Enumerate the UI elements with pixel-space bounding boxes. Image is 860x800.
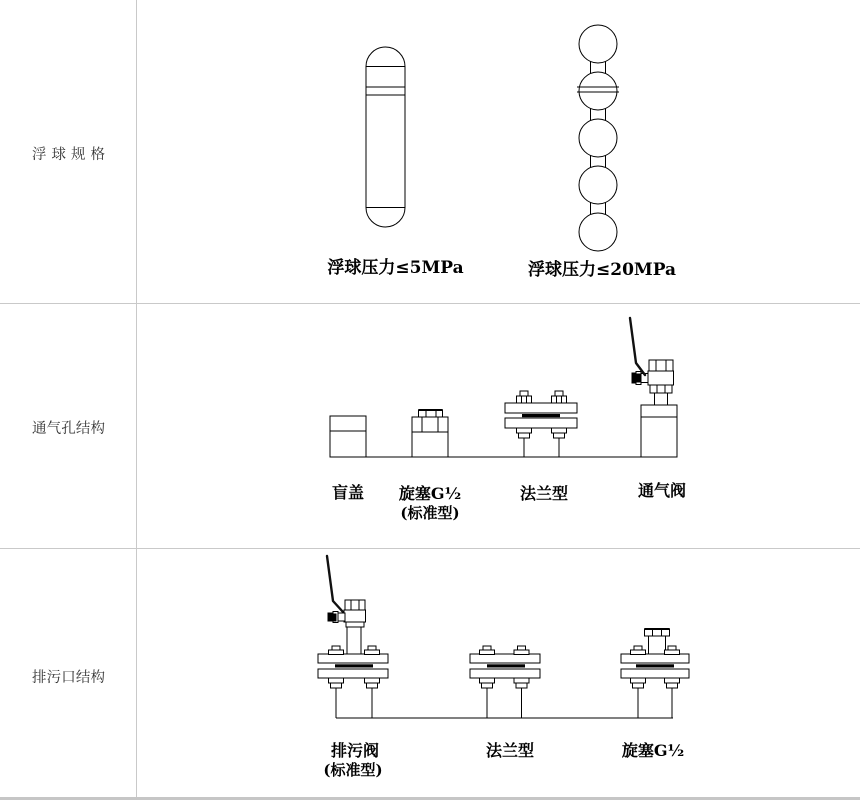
caption-float-pressure-20mpa: 浮球压力≤20MPa bbox=[528, 260, 677, 280]
five-ball-chain-float-drawing bbox=[575, 20, 621, 255]
caption-screw-plug-standard: (标准型) bbox=[400, 504, 460, 522]
caption-vent-valve: 通气阀 bbox=[637, 481, 686, 500]
screw-plug-drawing bbox=[621, 629, 689, 718]
caption-screw-plug-drain: 旋塞G½ bbox=[621, 741, 685, 760]
caption-drain-valve: 排污阀 bbox=[330, 741, 379, 760]
sidebar-label-vent-structure: 通气孔结构 bbox=[32, 421, 105, 437]
sidebar-label-drain-structure: 排污口结构 bbox=[32, 670, 105, 686]
flange-type-drawing bbox=[470, 646, 540, 718]
vent-structure-drawing bbox=[136, 303, 860, 548]
caption-float-pressure-5mpa: 浮球压力≤5MPa bbox=[327, 258, 464, 278]
caption-flange-type: 法兰型 bbox=[519, 484, 568, 503]
flange-type-drawing bbox=[505, 391, 577, 457]
capsule-float-drawing bbox=[360, 40, 412, 235]
caption-drain-valve-standard: (标准型) bbox=[323, 761, 383, 779]
caption-flange-type-drain: 法兰型 bbox=[485, 741, 534, 760]
sidebar-label-float-spec: 浮球规格 bbox=[32, 147, 105, 163]
drain-valve-drawing bbox=[318, 556, 388, 718]
screw-plug-drawing bbox=[412, 410, 448, 457]
caption-blind-cover: 盲盖 bbox=[331, 483, 364, 502]
blind-cover-drawing bbox=[330, 416, 366, 457]
vent-valve-drawing bbox=[630, 318, 677, 457]
caption-screw-plug: 旋塞G½ bbox=[398, 484, 462, 503]
